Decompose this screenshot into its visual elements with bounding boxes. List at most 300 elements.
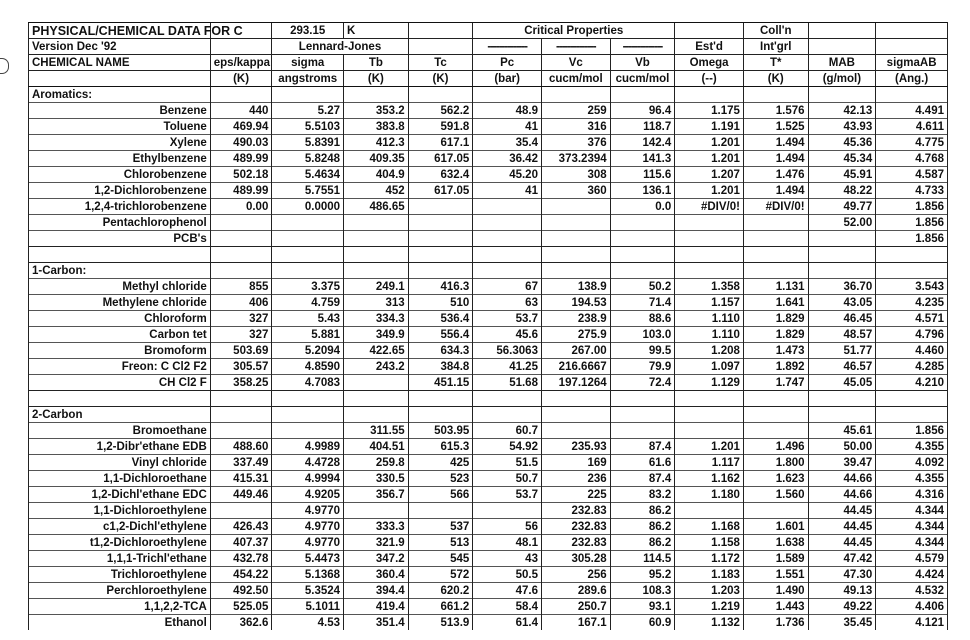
cell-vc <box>541 199 610 215</box>
cell-sigma: 4.8590 <box>272 359 344 375</box>
table-row <box>29 311 948 327</box>
cell-pc: 35.4 <box>473 135 542 151</box>
cell-eps-kappa: 488.60 <box>210 439 272 455</box>
temperature-value: 293.15 <box>272 23 344 39</box>
cell-tc: 425 <box>408 455 473 471</box>
cell-vc: 376 <box>541 135 610 151</box>
cell-vb: 50.2 <box>610 279 675 295</box>
cell-sigma-ab: 4.587 <box>876 167 948 183</box>
cell-pc <box>473 503 542 519</box>
chemical-data-table <box>28 22 948 630</box>
cell-vc: 259 <box>541 103 610 119</box>
cell-eps-kappa: 337.49 <box>210 455 272 471</box>
cell-sigma-ab: 4.532 <box>876 583 948 599</box>
cell-eps-kappa: 406 <box>210 295 272 311</box>
cell-pc: 41 <box>473 183 542 199</box>
cell-eps-kappa: 432.78 <box>210 551 272 567</box>
cell-chemical-name: Ethylbenzene <box>29 151 211 167</box>
section-title: 1-Carbon: <box>29 263 211 279</box>
cell-t-star: 1.525 <box>743 119 808 135</box>
cell-t-star: 1.473 <box>743 343 808 359</box>
cell-chemical-name: 1,1,1-Trichl'ethane <box>29 551 211 567</box>
cell-vb: 115.6 <box>610 167 675 183</box>
cell-sigma-ab: 4.733 <box>876 183 948 199</box>
table-row <box>29 471 948 487</box>
unit-sigma-ab: (Ang.) <box>876 71 948 87</box>
cell-chemical-name: Carbon tet <box>29 327 211 343</box>
header-chemical-name: CHEMICAL NAME <box>29 55 211 71</box>
cell-chemical-name: 1,2-Dichl'ethane EDC <box>29 487 211 503</box>
cell-t-star: 1.443 <box>743 599 808 615</box>
header-mab: MAB <box>808 55 876 71</box>
cell-vc: 289.6 <box>541 583 610 599</box>
cell-eps-kappa: 415.31 <box>210 471 272 487</box>
cell-vc: 308 <box>541 167 610 183</box>
cell-mab: 43.05 <box>808 295 876 311</box>
cell-tb: 356.7 <box>344 487 409 503</box>
cell-sigma: 5.1368 <box>272 567 344 583</box>
cell-vb: 141.3 <box>610 151 675 167</box>
cell-tb: 404.51 <box>344 439 409 455</box>
cell-eps-kappa: 362.6 <box>210 615 272 631</box>
cell-vb: 87.4 <box>610 439 675 455</box>
cell-vc: 232.83 <box>541 535 610 551</box>
cell-vc: 138.9 <box>541 279 610 295</box>
cell-chemical-name: Benzene <box>29 103 211 119</box>
cell-tb <box>344 503 409 519</box>
cell-sigma-ab: 4.796 <box>876 327 948 343</box>
cell-tc: 632.4 <box>408 167 473 183</box>
cell-sigma-ab: 1.856 <box>876 423 948 439</box>
cell-t-star: 1.892 <box>743 359 808 375</box>
cell-tc: 617.1 <box>408 135 473 151</box>
cell-t-star: 1.829 <box>743 327 808 343</box>
cell-vb: 86.2 <box>610 503 675 519</box>
cell-sigma: 4.759 <box>272 295 344 311</box>
cell-chemical-name: 1,1-Dichloroethane <box>29 471 211 487</box>
cell-t-star: 1.551 <box>743 567 808 583</box>
cell-omega: 1.207 <box>675 167 744 183</box>
cell-vc: 235.93 <box>541 439 610 455</box>
cell-sigma-ab: 4.768 <box>876 151 948 167</box>
cell-omega: 1.203 <box>675 583 744 599</box>
table-row <box>29 151 948 167</box>
critical-properties-label: Critical Properties <box>473 23 675 39</box>
cell-sigma: 4.9989 <box>272 439 344 455</box>
cell-chemical-name: Vinyl chloride <box>29 455 211 471</box>
cell-sigma: 5.4473 <box>272 551 344 567</box>
cell-tc: 566 <box>408 487 473 503</box>
cell-sigma-ab: 4.285 <box>876 359 948 375</box>
cell-tc: 617.05 <box>408 151 473 167</box>
cell-pc: 48.9 <box>473 103 542 119</box>
cell-vb: 108.3 <box>610 583 675 599</box>
cell-pc: 50.7 <box>473 471 542 487</box>
cell-vc: 275.9 <box>541 327 610 343</box>
cell-tb: 243.2 <box>344 359 409 375</box>
cell-t-star: 1.747 <box>743 375 808 391</box>
cell-vb: 114.5 <box>610 551 675 567</box>
table-row <box>29 599 948 615</box>
unit-pc: (bar) <box>473 71 542 87</box>
cell-sigma-ab: 1.856 <box>876 231 948 247</box>
cell-tb: 321.9 <box>344 535 409 551</box>
cell-chemical-name: Freon: C Cl2 F2 <box>29 359 211 375</box>
cell-mab: 46.45 <box>808 311 876 327</box>
cell-sigma-ab: 4.092 <box>876 455 948 471</box>
cell-chemical-name: Pentachlorophenol <box>29 215 211 231</box>
version-row <box>29 39 948 55</box>
cell-vc: 169 <box>541 455 610 471</box>
cell-eps-kappa: 449.46 <box>210 487 272 503</box>
cell-tc: 634.3 <box>408 343 473 359</box>
cell-tc: 536.4 <box>408 311 473 327</box>
table-row <box>29 439 948 455</box>
cell-vc: 197.1264 <box>541 375 610 391</box>
cell-eps-kappa: 855 <box>210 279 272 295</box>
cell-sigma: 4.53 <box>272 615 344 631</box>
cell-tc <box>408 199 473 215</box>
cell-t-star <box>743 423 808 439</box>
cell-tb: 353.2 <box>344 103 409 119</box>
cell-vc <box>541 215 610 231</box>
cell-sigma: 4.4728 <box>272 455 344 471</box>
cell-sigma-ab: 4.775 <box>876 135 948 151</box>
cell-t-star: 1.638 <box>743 535 808 551</box>
unit-tb: (K) <box>344 71 409 87</box>
cell-mab: 44.45 <box>808 535 876 551</box>
cell-t-star <box>743 215 808 231</box>
cell-vc: 232.83 <box>541 519 610 535</box>
cell-mab: 48.22 <box>808 183 876 199</box>
cell-pc: 56 <box>473 519 542 535</box>
cell-eps-kappa: 503.69 <box>210 343 272 359</box>
table-row <box>29 103 948 119</box>
cell-eps-kappa: 489.99 <box>210 183 272 199</box>
cell-chemical-name: 1,2,4-trichlorobenzene <box>29 199 211 215</box>
cell-vb: 95.2 <box>610 567 675 583</box>
cell-sigma-ab: 4.344 <box>876 519 948 535</box>
cell-vc: 250.7 <box>541 599 610 615</box>
cell-sigma-ab: 4.424 <box>876 567 948 583</box>
header-vc: Vc <box>541 55 610 71</box>
table-row <box>29 567 948 583</box>
cell-sigma: 0.0000 <box>272 199 344 215</box>
table-row <box>29 487 948 503</box>
cell-pc: 51.68 <box>473 375 542 391</box>
cell-omega: 1.180 <box>675 487 744 503</box>
cell-sigma-ab: 4.316 <box>876 487 948 503</box>
cell-omega: 1.183 <box>675 567 744 583</box>
unit-eps-kappa: (K) <box>210 71 272 87</box>
cell-vb <box>610 423 675 439</box>
cell-pc: 58.4 <box>473 599 542 615</box>
cell-mab: 47.42 <box>808 551 876 567</box>
unit-vc: cucm/mol <box>541 71 610 87</box>
cell-pc: 56.3063 <box>473 343 542 359</box>
table-row <box>29 295 948 311</box>
cell-t-star: 1.490 <box>743 583 808 599</box>
cell-tb: 349.9 <box>344 327 409 343</box>
cell-eps-kappa: 525.05 <box>210 599 272 615</box>
cell-vb: 87.4 <box>610 471 675 487</box>
cell-pc: 41.25 <box>473 359 542 375</box>
cell-vb: 71.4 <box>610 295 675 311</box>
cell-chemical-name: PCB's <box>29 231 211 247</box>
cell-sigma: 4.9205 <box>272 487 344 503</box>
cell-mab: 50.00 <box>808 439 876 455</box>
cell-tb: 409.35 <box>344 151 409 167</box>
cell-mab: 44.66 <box>808 487 876 503</box>
table-row <box>29 503 948 519</box>
cell-mab: 43.93 <box>808 119 876 135</box>
column-header-row <box>29 55 948 71</box>
cell-vc: 267.00 <box>541 343 610 359</box>
header-t-star: T* <box>743 55 808 71</box>
cell-t-star <box>743 503 808 519</box>
cell-mab: 49.77 <box>808 199 876 215</box>
cell-pc: 54.92 <box>473 439 542 455</box>
cell-tb: 333.3 <box>344 519 409 535</box>
cell-tb: 351.4 <box>344 615 409 631</box>
unit-chemical-name <box>29 71 211 87</box>
cell-tb: 419.4 <box>344 599 409 615</box>
cell-omega: 1.097 <box>675 359 744 375</box>
cell-chemical-name: t1,2-Dichloroethylene <box>29 535 211 551</box>
cell-eps-kappa: 502.18 <box>210 167 272 183</box>
cell-eps-kappa <box>210 231 272 247</box>
cell-sigma: 5.8391 <box>272 135 344 151</box>
cell-tb: 311.55 <box>344 423 409 439</box>
cell-tc: 591.8 <box>408 119 473 135</box>
cell-vc: 305.28 <box>541 551 610 567</box>
cell-pc: 53.7 <box>473 487 542 503</box>
cell-tc: 545 <box>408 551 473 567</box>
cell-omega: 1.168 <box>675 519 744 535</box>
cell-tb: 313 <box>344 295 409 311</box>
cell-chemical-name: Ethanol <box>29 615 211 631</box>
estd-label: Est'd <box>675 39 744 55</box>
unit-vb: cucm/mol <box>610 71 675 87</box>
cell-chemical-name: Chlorobenzene <box>29 167 211 183</box>
cell-sigma-ab: 4.235 <box>876 295 948 311</box>
unit-omega: (--) <box>675 71 744 87</box>
cell-omega: 1.158 <box>675 535 744 551</box>
table-row <box>29 183 948 199</box>
header-sigma: sigma <box>272 55 344 71</box>
cell-omega: 1.157 <box>675 295 744 311</box>
cell-tb: 486.65 <box>344 199 409 215</box>
table-row <box>29 375 948 391</box>
cell-t-star: 1.494 <box>743 183 808 199</box>
cell-eps-kappa: 327 <box>210 311 272 327</box>
section-header-row <box>29 407 948 423</box>
cell-tb <box>344 215 409 231</box>
cell-t-star: 1.560 <box>743 487 808 503</box>
unit-row <box>29 71 948 87</box>
table-row <box>29 583 948 599</box>
cell-pc: 41 <box>473 119 542 135</box>
table-row <box>29 359 948 375</box>
cell-sigma-ab: 4.355 <box>876 471 948 487</box>
cell-vb: 0.0 <box>610 199 675 215</box>
table-row <box>29 343 948 359</box>
cell-mab: 52.00 <box>808 215 876 231</box>
cell-sigma: 5.881 <box>272 327 344 343</box>
cell-vb: 86.2 <box>610 535 675 551</box>
cell-omega: #DIV/0! <box>675 199 744 215</box>
cell-tc: 562.2 <box>408 103 473 119</box>
cell-tc: 617.05 <box>408 183 473 199</box>
cell-chemical-name: 1,1-Dichloroethylene <box>29 503 211 519</box>
cell-omega: 1.201 <box>675 151 744 167</box>
cell-vb <box>610 215 675 231</box>
cell-sigma-ab: 1.856 <box>876 215 948 231</box>
cell-sigma-ab: 4.579 <box>876 551 948 567</box>
table-row <box>29 231 948 247</box>
cell-sigma: 5.4634 <box>272 167 344 183</box>
version-label: Version Dec '92 <box>29 39 211 55</box>
cell-tc: 384.8 <box>408 359 473 375</box>
table-row <box>29 519 948 535</box>
cell-vc <box>541 423 610 439</box>
cell-mab: 36.70 <box>808 279 876 295</box>
cell-mab: 49.22 <box>808 599 876 615</box>
cell-pc: 51.5 <box>473 455 542 471</box>
cell-eps-kappa: 358.25 <box>210 375 272 391</box>
cell-tb: 330.5 <box>344 471 409 487</box>
spacer-row <box>29 391 948 407</box>
cell-vb: 79.9 <box>610 359 675 375</box>
cell-omega: 1.129 <box>675 375 744 391</box>
cell-mab: 42.13 <box>808 103 876 119</box>
header-tb: Tb <box>344 55 409 71</box>
cell-sigma: 4.9770 <box>272 503 344 519</box>
cell-eps-kappa: 490.03 <box>210 135 272 151</box>
cell-mab: 47.30 <box>808 567 876 583</box>
cell-sigma-ab: 4.406 <box>876 599 948 615</box>
table-row <box>29 551 948 567</box>
cell-sigma-ab: 4.355 <box>876 439 948 455</box>
cell-sigma-ab: 4.344 <box>876 503 948 519</box>
cell-mab: 46.57 <box>808 359 876 375</box>
header-tc: Tc <box>408 55 473 71</box>
cell-eps-kappa: 0.00 <box>210 199 272 215</box>
cell-sigma-ab: 4.344 <box>876 535 948 551</box>
cell-sigma: 5.5103 <box>272 119 344 135</box>
colln-label: Coll'n <box>743 23 808 39</box>
cell-mab: 45.34 <box>808 151 876 167</box>
cell-tc <box>408 215 473 231</box>
section-title: Aromatics: <box>29 87 211 103</box>
cell-eps-kappa: 454.22 <box>210 567 272 583</box>
cell-tb: 249.1 <box>344 279 409 295</box>
cell-sigma-ab: 4.460 <box>876 343 948 359</box>
cell-tb: 259.8 <box>344 455 409 471</box>
cell-pc: 63 <box>473 295 542 311</box>
cell-vc: 236 <box>541 471 610 487</box>
cell-eps-kappa: 305.57 <box>210 359 272 375</box>
cell-mab: 39.47 <box>808 455 876 471</box>
cell-vb: 88.6 <box>610 311 675 327</box>
cell-pc: 61.4 <box>473 615 542 631</box>
cell-chemical-name: Chloroform <box>29 311 211 327</box>
binder-hole-mark <box>0 58 9 74</box>
cell-tc: 537 <box>408 519 473 535</box>
cell-vb: 103.0 <box>610 327 675 343</box>
table-row <box>29 455 948 471</box>
cell-mab: 44.45 <box>808 503 876 519</box>
cell-tc: 451.15 <box>408 375 473 391</box>
cell-tc: 416.3 <box>408 279 473 295</box>
cell-eps-kappa: 407.37 <box>210 535 272 551</box>
cell-omega: 1.358 <box>675 279 744 295</box>
cell-vb: 93.1 <box>610 599 675 615</box>
cell-chemical-name: Bromoethane <box>29 423 211 439</box>
table-row <box>29 215 948 231</box>
cell-vc: 232.83 <box>541 503 610 519</box>
cell-vc: 167.1 <box>541 615 610 631</box>
cell-vc: 316 <box>541 119 610 135</box>
cell-tb: 452 <box>344 183 409 199</box>
unit-tc: (K) <box>408 71 473 87</box>
cell-vc <box>541 231 610 247</box>
cell-pc: 47.6 <box>473 583 542 599</box>
cell-sigma: 5.27 <box>272 103 344 119</box>
cell-tc: 513 <box>408 535 473 551</box>
cell-sigma-ab: 4.210 <box>876 375 948 391</box>
cell-pc: 45.6 <box>473 327 542 343</box>
cell-t-star: 1.641 <box>743 295 808 311</box>
cell-tc: 661.2 <box>408 599 473 615</box>
cell-t-star: 1.494 <box>743 135 808 151</box>
cell-chemical-name: Bromoform <box>29 343 211 359</box>
cell-tb: 334.3 <box>344 311 409 327</box>
cell-tb <box>344 231 409 247</box>
cell-chemical-name: Trichloroethylene <box>29 567 211 583</box>
cell-tc <box>408 231 473 247</box>
cell-vb: 61.6 <box>610 455 675 471</box>
header-eps-kappa: eps/kappa <box>210 55 272 71</box>
temperature-unit: K <box>344 23 409 39</box>
section-title: 2-Carbon <box>29 407 211 423</box>
cell-mab: 45.61 <box>808 423 876 439</box>
cell-sigma: 5.8248 <box>272 151 344 167</box>
cell-vb: 86.2 <box>610 519 675 535</box>
cell-t-star: #DIV/0! <box>743 199 808 215</box>
cell-chemical-name: Toluene <box>29 119 211 135</box>
cell-tb <box>344 375 409 391</box>
cell-eps-kappa: 440 <box>210 103 272 119</box>
cell-tb: 422.65 <box>344 343 409 359</box>
cell-omega: 1.191 <box>675 119 744 135</box>
table-row <box>29 135 948 151</box>
cell-omega <box>675 503 744 519</box>
cell-tc: 513.9 <box>408 615 473 631</box>
cell-t-star: 1.601 <box>743 519 808 535</box>
cell-mab: 44.45 <box>808 519 876 535</box>
cell-omega: 1.110 <box>675 311 744 327</box>
cell-tc: 620.2 <box>408 583 473 599</box>
cell-tc: 556.4 <box>408 327 473 343</box>
table-row <box>29 119 948 135</box>
cell-sigma: 3.375 <box>272 279 344 295</box>
table-row <box>29 423 948 439</box>
cell-omega: 1.175 <box>675 103 744 119</box>
cell-sigma: 4.9994 <box>272 471 344 487</box>
cell-pc: 53.7 <box>473 311 542 327</box>
cell-vb <box>610 231 675 247</box>
